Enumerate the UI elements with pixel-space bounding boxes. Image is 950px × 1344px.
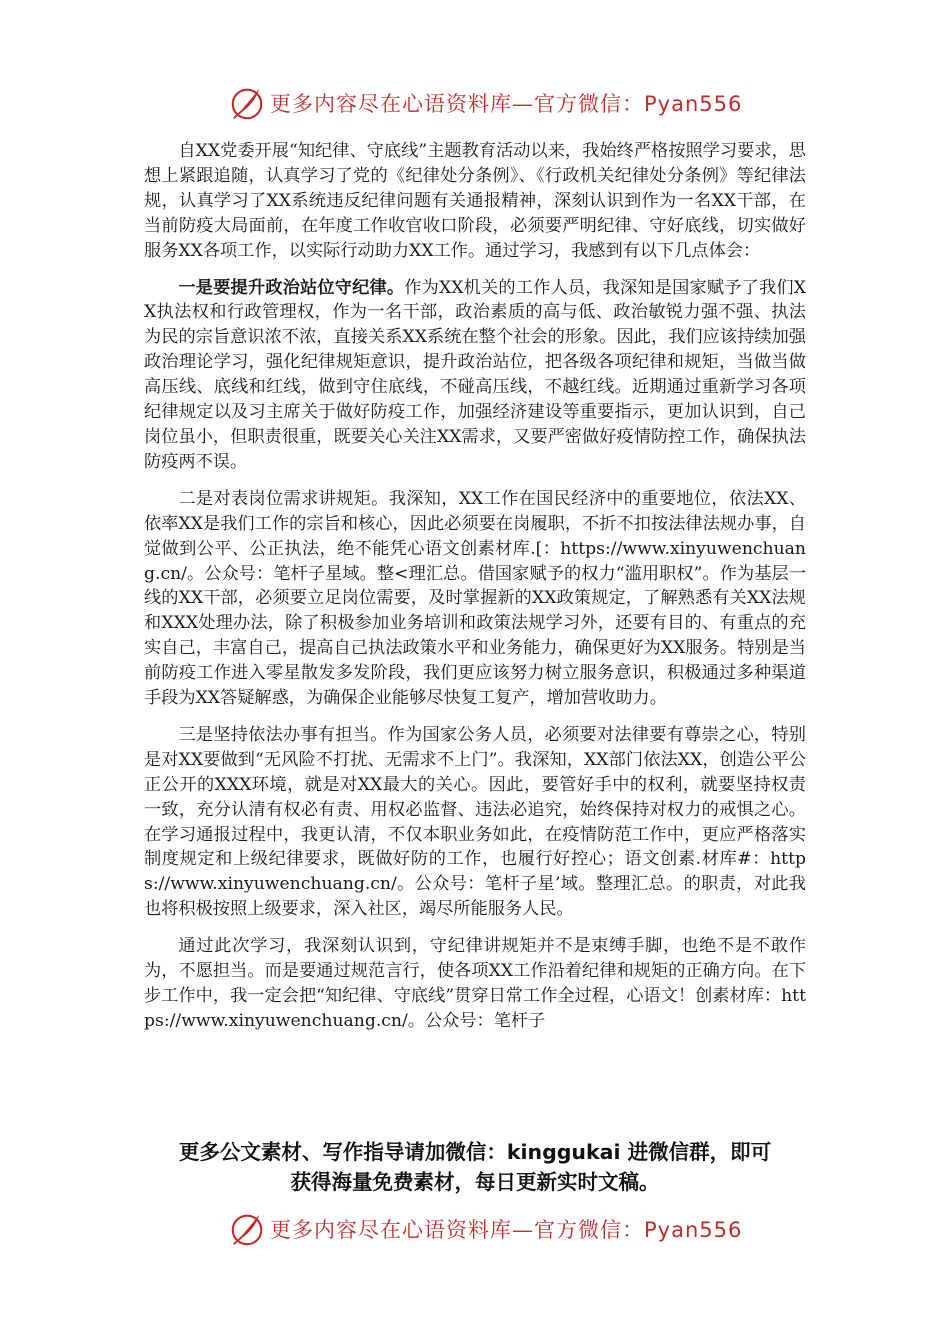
promo-line-2: 获得海量免费素材，每日更新实时文稿。 — [290, 1170, 660, 1194]
quill-logo-icon — [228, 84, 266, 122]
paragraph-point-3: 三是坚持依法办事有担当。作为国家公务人员，必须要对法律要有尊崇之心，特别是对XX要做到“无风险不打扰、无需求不上门”。我深知，XX部门依法XX，创造公平公正公开的XXX环境，就是对XX最大的关心。因此，要管好手中的权利，就要坚持权责一致，充分认清有权必有责、用权必监督、违法必追究，始终保持对权力的戒惧之心。在学习通报过程中，我更认清，不仅本职业务如此，在疫情防范工作中，更应严格落实制度规定和上级纪律要求，既做好防的工作，也履行好控心；语文创素.材库#：https://www.xinyuwenchuang.cn/。公众号：笔杆子星’域。整理汇总。的职责，对此我也将积极按照上级要求，深入社区，竭尽所能服务人民。 — [144, 724, 806, 920]
promo-text — [130, 1137, 820, 1197]
footer-banner — [228, 1210, 742, 1248]
header-banner — [228, 84, 742, 122]
paragraph-point-1: 一是要提升政治站位守纪律。作为XX机关的工作人员，我深知是国家赋予了我们XX执法权和行政管理权，作为一名干部，政治素质的高与低、政治敏锐力强不强、执法为民的宗旨意识浓不浓，直接关系XX系统在整个社会的形象。因此，我们应该持续加强政治理论学习，强化纪律规矩意识，提升政治站位，把各级各项纪律和规矩，当做当做高压线、底线和红线，做到守住底线，不碰高压线，不越红线。近期通过重新学习各项纪律规定以及习主席关于做好防疫工作，加强经济建设等重要指示，更加认识到，自己岗位虽小，但职责很重，既要关心关注XX需求，又要严密做好疫情防控工作，确保执法防疫两不误。 — [144, 277, 806, 472]
banner-wechat-id: Pyan556 — [644, 92, 743, 116]
quill-logo-icon — [228, 1210, 266, 1248]
document-body — [144, 139, 806, 1046]
paragraph-point-2: 二是对表岗位需求讲规矩。我深知，XX工作在国民经济中的重要地位，依法XX、依率XX是我们工作的宗旨和核心，因此必须要在岗履职，不折不扣按法律法规办事，自觉做到公平、公正执法，绝不能凭心语文创素材库.[：https://www.xinyuwenchuang.cn/。公众号：笔杆子星域。整<理汇总。借国家赋予的权力“滥用职权”。作为基层一线的XX干部，必须要立足岗位需要，及时掌握新的XX政策规定，了解熟悉有关XX法规和XXX处理办法，除了积极参加业务培训和政策法规学习外，还要有目的、有重点的充实自己，丰富自己，提高自己执法政策水平和业务能力，确保更好为XX服务。特别是当前防疫工作进入零星散发多发阶段，我们更应该努力树立服务意识，积极通过多种渠道手段为XX答疑解惑，为确保企业能够尽快复工复产，增加营收助力。 — [144, 488, 806, 709]
paragraph-conclusion: 通过此次学习，我深刻认识到，守纪律讲规矩并不是束缚手脚，也绝不是不敢作为，不愿担当。而是要通过规范言行，使各项XX工作沿着纪律和规矩的正确方向。在下步工作中，我一定会把“知纪律、守底线”贯穿日常工作全过程，心语文！创素材库：https://www.xinyuwenchuang.cn/。公众号：笔杆子 — [144, 936, 806, 1031]
paragraph-intro: 自XX党委开展“知纪律、守底线”主题教育活动以来，我始终严格按照学习要求，思想上紧跟追随，认真学习了党的《纪律处分条例》、《行政机关纪律处分条例》等纪律法规，认真学习了XX系统违反纪律问题有关通报精神，深刻认识到作为一名XX干部，在当前防疫大局面前，在年度工作收官收口阶段，必须要严明纪律、守好底线，切实做好服务XX各项工作，以实际行动助力XX工作。通过学习，我感到有以下几点体会： — [144, 141, 806, 261]
promo-line-1: 更多公文素材、写作指导请加微信：kinggukai 进微信群，即可 — [178, 1140, 772, 1164]
banner-wechat-id: Pyan556 — [644, 1218, 743, 1242]
banner-text: 更多内容尽在心语资料库—官方微信：Pyan556 — [270, 92, 743, 116]
banner-text: 更多内容尽在心语资料库—官方微信：Pyan556 — [270, 1218, 743, 1242]
paragraph-lead: 一是要提升政治站位守纪律。 — [178, 277, 405, 298]
